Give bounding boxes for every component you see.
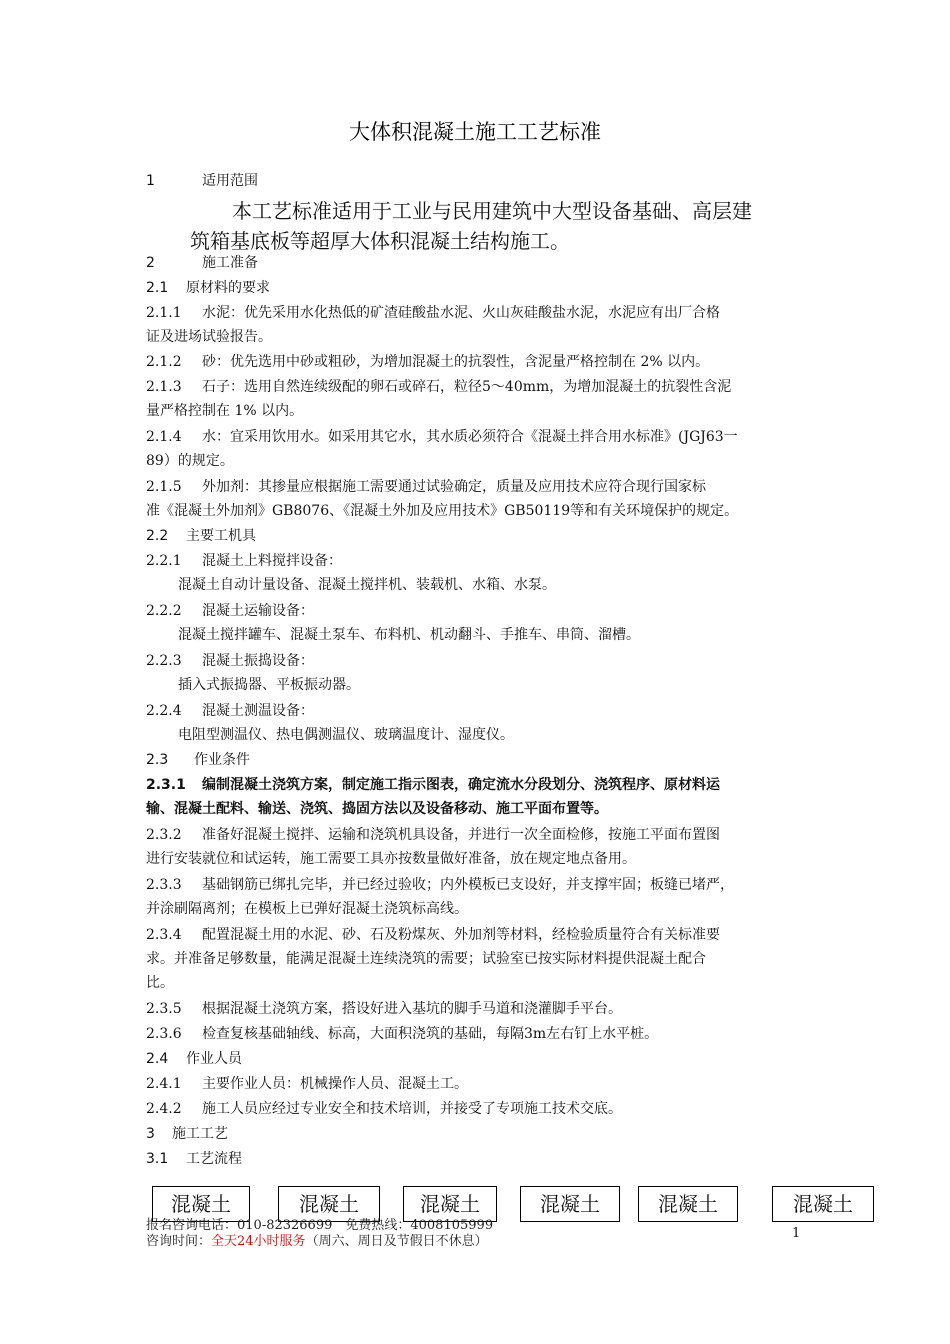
item-number: 2.2.3 <box>146 653 182 669</box>
item-2-2-1 <box>146 550 342 572</box>
flow-box: 混凝土 <box>152 1186 250 1222</box>
item-text: 根据混凝土浇筑方案，搭设好进入基坑的脚手马道和浇灌脚手平台。 <box>202 1001 622 1017</box>
section-number: 3 <box>146 1126 155 1142</box>
item-2-2-4-equipment: 电阻型测温仪、热电偶测温仪、玻璃温度计、湿度仪。 <box>178 727 514 743</box>
item-2-3-1-line-2: 输、混凝土配料、输送、浇筑、捣固方法以及设备移动、施工平面布置等。 <box>146 801 608 817</box>
section-number: 2.2 <box>146 528 169 544</box>
section-number: 1 <box>146 173 155 189</box>
section-title: 适用范围 <box>202 173 258 189</box>
scope-line-2: 筑箱基底板等超厚大体积混凝土结构施工。 <box>190 229 570 253</box>
item-2-3-4-line-3: 比。 <box>146 975 174 991</box>
section-number: 3.1 <box>146 1151 169 1167</box>
section-3-1-heading <box>146 1148 242 1170</box>
item-text: 检查复核基础轴线、标高，大面积浇筑的基础，每隔3m左右钉上水平桩。 <box>202 1026 659 1042</box>
item-number: 2.4.1 <box>146 1076 182 1092</box>
item-text: 施工人员应经过专业安全和技术培训，并接受了专项施工技术交底。 <box>202 1101 622 1117</box>
item-2-1-4-line-1 <box>146 426 738 448</box>
footer-hours-highlight: 全天24小时服务 <box>211 1234 306 1249</box>
item-number: 2.4.2 <box>146 1101 182 1117</box>
section-2-heading <box>146 252 258 274</box>
item-2-1-1-line-1 <box>146 302 720 324</box>
footer-hours <box>146 1234 488 1250</box>
flow-box: 混凝土 <box>638 1186 738 1222</box>
document-title: 大体积混凝土施工工艺标准 <box>349 120 601 144</box>
item-2-4-2 <box>146 1098 622 1120</box>
footer-hours-label: 咨询时间： <box>146 1234 212 1249</box>
item-number: 2.1.5 <box>146 479 182 495</box>
section-number: 2.1 <box>146 280 169 296</box>
item-2-1-5-line-1 <box>146 476 706 498</box>
process-flow-row <box>0 1186 950 1222</box>
section-number: 2 <box>146 255 155 271</box>
section-3-heading <box>146 1123 228 1145</box>
item-text: 外加剂：其掺量应根据施工需要通过试验确定，质量及应用技术应符合现行国家标 <box>202 479 706 495</box>
item-number: 2.1.2 <box>146 354 182 370</box>
section-title: 主要工机具 <box>186 528 256 544</box>
item-number: 2.1.3 <box>146 379 182 395</box>
flow-box: 混凝土 <box>772 1186 874 1222</box>
item-number: 2.3.5 <box>146 1001 182 1017</box>
item-2-2-2 <box>146 600 314 622</box>
flow-box: 混凝土 <box>403 1186 497 1222</box>
item-2-1-2 <box>146 351 709 373</box>
item-2-3-5 <box>146 998 622 1020</box>
item-text: 水泥：优先采用水化热低的矿渣硅酸盐水泥、火山灰硅酸盐水泥，水泥应有出厂合格 <box>202 305 720 321</box>
item-number: 2.1.4 <box>146 429 182 445</box>
section-1-heading <box>146 170 258 192</box>
item-text: 混凝土运输设备： <box>202 603 314 619</box>
item-text: 编制混凝土浇筑方案，制定施工指示图表，确定流水分段划分、浇筑程序、原材料运 <box>202 777 720 793</box>
section-title: 作业条件 <box>194 752 250 768</box>
footer-hours-note: （周六、周日及节假日不休息） <box>305 1234 488 1249</box>
flow-box: 混凝土 <box>520 1186 620 1222</box>
item-2-3-2-line-1 <box>146 824 720 846</box>
item-2-1-4-line-2: 89）的规定。 <box>146 453 234 469</box>
section-title: 工艺流程 <box>186 1151 242 1167</box>
item-text: 准备好混凝土搅拌、运输和浇筑机具设备，并进行一次全面检修，按施工平面布置图 <box>202 827 720 843</box>
page-number: 1 <box>792 1226 801 1241</box>
section-title: 施工工艺 <box>172 1126 228 1142</box>
item-2-3-3-line-1 <box>146 874 734 896</box>
item-number: 2.2.1 <box>146 553 182 569</box>
item-number: 2.3.3 <box>146 877 182 893</box>
item-text: 水：宜采用饮用水。如采用其它水，其水质必须符合《混凝土拌合用水标准》(JGJ63一 <box>202 429 738 445</box>
item-number: 2.3.6 <box>146 1026 182 1042</box>
item-2-3-4-line-1 <box>146 924 720 946</box>
item-2-4-1 <box>146 1073 468 1095</box>
item-2-2-4 <box>146 700 314 722</box>
item-number: 2.3.4 <box>146 927 182 943</box>
item-text: 混凝土测温设备： <box>202 703 314 719</box>
scope-line-1: 本工艺标准适用于工业与民用建筑中大型设备基础、高层建 <box>232 199 752 223</box>
item-text: 石子：选用自然连续级配的卵石或碎石，粒径5～40mm，为增加混凝土的抗裂性含泥 <box>202 379 732 395</box>
item-number: 2.3.1 <box>146 777 186 793</box>
section-title: 施工准备 <box>202 255 258 271</box>
section-number: 2.4 <box>146 1051 169 1067</box>
item-2-2-3-equipment: 插入式振捣器、平板振动器。 <box>178 677 360 693</box>
item-text: 主要作业人员：机械操作人员、混凝土工。 <box>202 1076 468 1092</box>
item-2-2-2-equipment: 混凝土搅拌罐车、混凝土泵车、布料机、机动翻斗、手推车、串筒、溜槽。 <box>178 627 640 643</box>
section-2-2-heading <box>146 525 256 547</box>
item-2-1-5-line-2: 准《混凝土外加剂》GB8076、《混凝土外加及应用技术》GB50119等和有关环境保护的规定。 <box>146 503 739 519</box>
item-number: 2.1.1 <box>146 305 182 321</box>
item-2-3-3-line-2: 并涂刷隔离剂；在模板上已弹好混凝土浇筑标高线。 <box>146 901 468 917</box>
footer-phone: 报名咨询电话：010-82326699 免费热线：4008105999 <box>146 1218 494 1233</box>
section-title: 原材料的要求 <box>186 280 270 296</box>
item-number: 2.2.2 <box>146 603 182 619</box>
flow-box: 混凝土 <box>278 1186 380 1222</box>
item-text: 配置混凝土用的水泥、砂、石及粉煤灰、外加剂等材料，经检验质量符合有关标准要 <box>202 927 720 943</box>
item-2-3-4-line-2: 求。并准备足够数量，能满足混凝土连续浇筑的需要；试验室已按实际材料提供混凝土配合 <box>146 951 706 967</box>
item-2-3-6 <box>146 1023 658 1045</box>
section-2-1-heading <box>146 277 270 299</box>
item-number: 2.2.4 <box>146 703 182 719</box>
item-number: 2.3.2 <box>146 827 182 843</box>
item-text: 基础钢筋已绑扎完毕，并已经过验收；内外模板已支设好，并支撑牢固；板缝已堵严， <box>202 877 734 893</box>
item-2-1-3-line-1 <box>146 376 731 398</box>
item-2-1-3-line-2: 量严格控制在 1% 以内。 <box>146 403 304 419</box>
section-2-3-heading <box>146 749 250 771</box>
item-2-1-1-line-2: 证及进场试验报告。 <box>146 329 272 345</box>
item-2-2-1-equipment: 混凝土自动计量设备、混凝土搅拌机、装载机、水箱、水泵。 <box>178 577 556 593</box>
section-2-4-heading <box>146 1048 242 1070</box>
item-2-3-2-line-2: 进行安装就位和试运转，施工需要工具亦按数量做好准备，放在规定地点备用。 <box>146 851 636 867</box>
item-2-2-3 <box>146 650 314 672</box>
item-text: 混凝土上料搅拌设备： <box>202 553 342 569</box>
item-text: 砂：优先选用中砂或粗砂，为增加混凝土的抗裂性，含泥量严格控制在 2% 以内。 <box>202 354 710 370</box>
item-text: 混凝土振捣设备： <box>202 653 314 669</box>
item-2-3-1-line-1 <box>146 774 720 796</box>
section-number: 2.3 <box>146 752 169 768</box>
section-title: 作业人员 <box>186 1051 242 1067</box>
